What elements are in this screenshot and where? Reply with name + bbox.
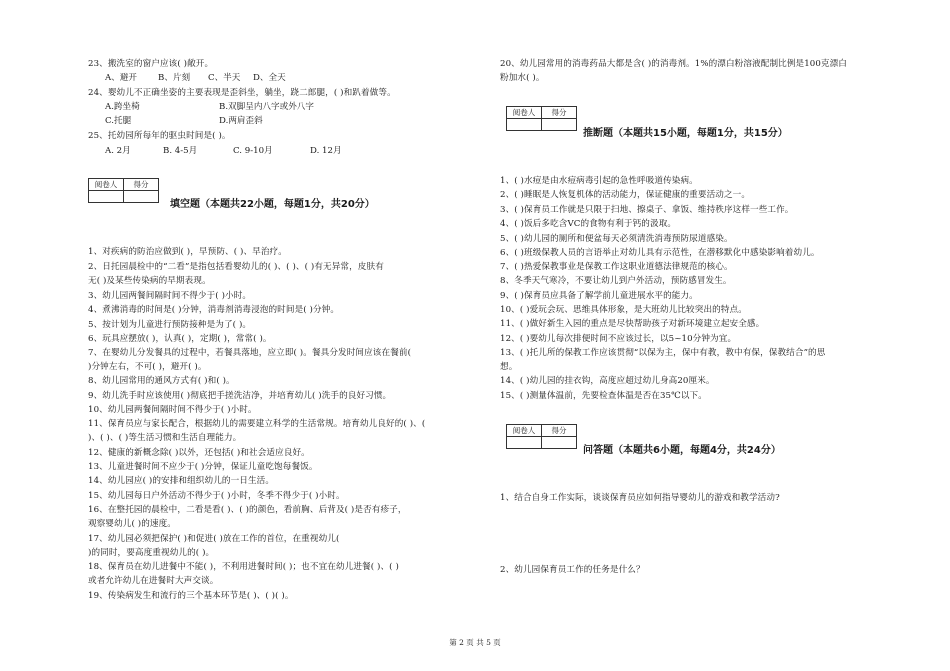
judge-line: 7、( )热爱保教事业是保教工作这职业道德法律规范的核心。 bbox=[500, 262, 733, 272]
score-box bbox=[88, 178, 159, 203]
qa-section-title: 问答题（本题共6小题，每题4分，共24分） bbox=[583, 445, 781, 456]
fill-line: 10、幼儿园两餐间隔时间不得少于( )小时。 bbox=[88, 405, 257, 415]
mc-option: A、避开 bbox=[105, 73, 137, 83]
score-cell bbox=[542, 437, 577, 449]
reviewer-cell bbox=[507, 119, 542, 131]
fill-line: 1、对疾病的防治应做到( )，早预防、( )、早治疗。 bbox=[88, 247, 287, 257]
reviewer-cell bbox=[507, 437, 542, 449]
fill-line: 11、保育员应与家长配合，根据幼儿的需要建立科学的生活常规。培育幼儿良好的( )、( bbox=[88, 419, 426, 429]
fill-line: 无( )及某些传染病的早期表现。 bbox=[88, 276, 211, 286]
mc-option: B.双脚呈内八字或外八字 bbox=[219, 102, 314, 112]
fill-line: )分钟左右，不可( )，避开( )。 bbox=[88, 362, 207, 372]
fill-line: 13、儿童进餐时间不应少于( )分钟，保证儿童吃饱每餐饭。 bbox=[88, 462, 318, 472]
mc-option: A. 2月 bbox=[105, 146, 131, 156]
fill-line: 16、在整托园的晨检中，二看是看( )、( )的颜色，看前胸、后背及( )是否有疹子， bbox=[88, 505, 407, 515]
judge-line: 想。 bbox=[500, 362, 518, 372]
judge-line: 3、( )保育员工作就是只限于扫地、擦桌子、拿饭、维持秩序这样一些工作。 bbox=[500, 205, 794, 215]
reviewer-label: 阅卷人 bbox=[507, 107, 542, 119]
judge-line: 2、( )睡眠是人恢复机体的活动能力，保证健康的重要活动之一。 bbox=[500, 190, 751, 200]
score-label: 得分 bbox=[542, 425, 577, 437]
fill-line: )的同时，要高度重视幼儿的( )。 bbox=[88, 548, 215, 558]
score-label: 得分 bbox=[124, 179, 159, 191]
fill-line: 5、按计划为儿童进行预防接种是为了( )。 bbox=[88, 320, 252, 330]
fill-line: 2、日托园晨检中的“二看”是指包括看婴幼儿的( )、( )、( )有无异常，皮肤有 bbox=[88, 262, 384, 272]
fill-line: 18、保育员在幼儿进餐中不能( )，不利用进餐时间( )；也不宜在幼儿进餐( )、( ) bbox=[88, 562, 399, 572]
mc-option: C.托腿 bbox=[105, 116, 132, 126]
reviewer-label: 阅卷人 bbox=[507, 425, 542, 437]
judge-line: 15、( )测量体温前，先要检查体温是否在35℃以下。 bbox=[500, 391, 707, 401]
fill-line: 3、幼儿园两餐间隔时间不得少于( )小时。 bbox=[88, 291, 252, 301]
reviewer-cell bbox=[89, 191, 124, 203]
score-label: 得分 bbox=[542, 107, 577, 119]
judge-line: 6、( )班级保教人员的言语举止对幼儿具有示范性，在潜移默化中感染影响着幼儿。 bbox=[500, 248, 820, 258]
fill-line: )、( )、( )等生活习惯和生活自理能力。 bbox=[88, 433, 242, 443]
score-box bbox=[506, 106, 577, 131]
judge-line: 11、( )做好新生入园的重点是尽快帮助孩子对新环境建立起安全感。 bbox=[500, 319, 765, 329]
fill-line: 14、幼儿园应( )的安排和组织幼儿的一日生活。 bbox=[88, 476, 275, 486]
judge-line: 10、( )爱玩会玩、思维具体形象，是大班幼儿比较突出的特点。 bbox=[500, 305, 747, 315]
fill-section-title: 填空题（本题共22小题，每题1分，共20分） bbox=[170, 199, 375, 210]
fill-line: 15、幼儿园每日户外活动不得少于( )小时，冬季不得少于( )小时。 bbox=[88, 491, 345, 501]
fill-line: 19、传染病发生和流行的三个基本环节是( )、( )( )。 bbox=[88, 591, 294, 601]
mc-option: B. 4-5月 bbox=[163, 146, 198, 156]
mc-option: D、全天 bbox=[253, 73, 286, 83]
mc-option: B、片刻 bbox=[158, 73, 191, 83]
qa-question: 2、幼儿园保育员工作的任务是什么？ bbox=[500, 565, 645, 575]
mc-question-23: 23、搬洗室的窗户应该( )敞开。 bbox=[88, 59, 214, 69]
judge-section-title: 推断题（本题共15小题，每题1分，共15分） bbox=[583, 128, 788, 139]
mc-option: D. 12月 bbox=[310, 146, 342, 156]
score-cell bbox=[124, 191, 159, 203]
mc-option: D.两肩歪斜 bbox=[219, 116, 263, 126]
mc-option: C、半天 bbox=[208, 73, 241, 83]
fill-line: 17、幼儿园必须把保护( )和促进( )放在工作的首位，在重视幼儿( bbox=[88, 534, 340, 544]
mc-question-24: 24、婴幼儿不正确坐姿的主要表现是歪斜坐，躺坐，跷二郎腿，( )和趴着做等。 bbox=[88, 88, 396, 98]
fill-line: 9、幼儿洗手时应该使用( )彻底把手搓洗洁净，并培育幼儿( )洗手的良好习惯。 bbox=[88, 391, 392, 401]
judge-line: 9、( )保育员应具备了解学前儿童进展水平的能力。 bbox=[500, 291, 698, 301]
judge-line: 14、( )幼儿园的挂衣钩，高度应超过幼儿身高20厘米。 bbox=[500, 376, 715, 386]
judge-line: 8、冬季天气寒冷，不要让幼儿到户外活动，预防感冒发生。 bbox=[500, 276, 732, 286]
fill-line: 或者允许幼儿在进餐时大声交谈。 bbox=[88, 576, 219, 586]
fill-line-20: 20、幼儿园常用的消毒药品大都是含( )的消毒剂。1%的漂白粉溶液配制比例是100克漂白 bbox=[500, 59, 847, 69]
mc-question-25: 25、托幼园所每年的驱虫时间是( )。 bbox=[88, 131, 231, 141]
fill-line: 7、在婴幼儿分发餐具的过程中，若餐具落地，应立即( )。餐具分发时间应该在餐前( bbox=[88, 348, 412, 358]
judge-line: 12、( )要幼儿每次排便时间不应该过长，以5~10分钟为宜。 bbox=[500, 334, 737, 344]
fill-line: 观察婴幼儿( )的速度。 bbox=[88, 519, 176, 529]
score-cell bbox=[542, 119, 577, 131]
judge-line: 4、( )饭后多吃含VC的食物有利于钙的汲取。 bbox=[500, 219, 677, 229]
score-box bbox=[506, 424, 577, 449]
judge-line: 13、( )托儿所的保教工作应该贯彻“以保为主，保中有教，教中有保，保教结合”的思 bbox=[500, 348, 826, 358]
fill-line: 4、煮沸消毒的时间是( )分钟，消毒剂消毒浸泡的时间是( )分钟。 bbox=[88, 305, 340, 315]
fill-line: 6、玩具应摆放( )，认真( )，定期( )，常常( )。 bbox=[88, 334, 272, 344]
judge-line: 1、( )水痘是由水痘病毒引起的急性呼吸道传染病。 bbox=[500, 176, 698, 186]
fill-line: 12、健康的新概念除( )以外，还包括( )和社会适应良好。 bbox=[88, 448, 310, 458]
fill-line-20-cont: 粉加水( )。 bbox=[500, 73, 545, 83]
qa-question: 1、结合自身工作实际，谈谈保育员应如何指导婴幼儿的游戏和教学活动? bbox=[500, 493, 780, 503]
fill-line: 8、幼儿园常用的通风方式有( )和( )。 bbox=[88, 376, 235, 386]
page-footer: 第 2 页 共 5 页 bbox=[449, 638, 501, 647]
judge-line: 5、( )幼儿园的厕所和便盆每天必须清洗消毒预防尿道感染。 bbox=[500, 234, 733, 244]
mc-option: A.跨坐椅 bbox=[105, 102, 140, 112]
reviewer-label: 阅卷人 bbox=[89, 179, 124, 191]
mc-option: C. 9-10月 bbox=[233, 146, 273, 156]
